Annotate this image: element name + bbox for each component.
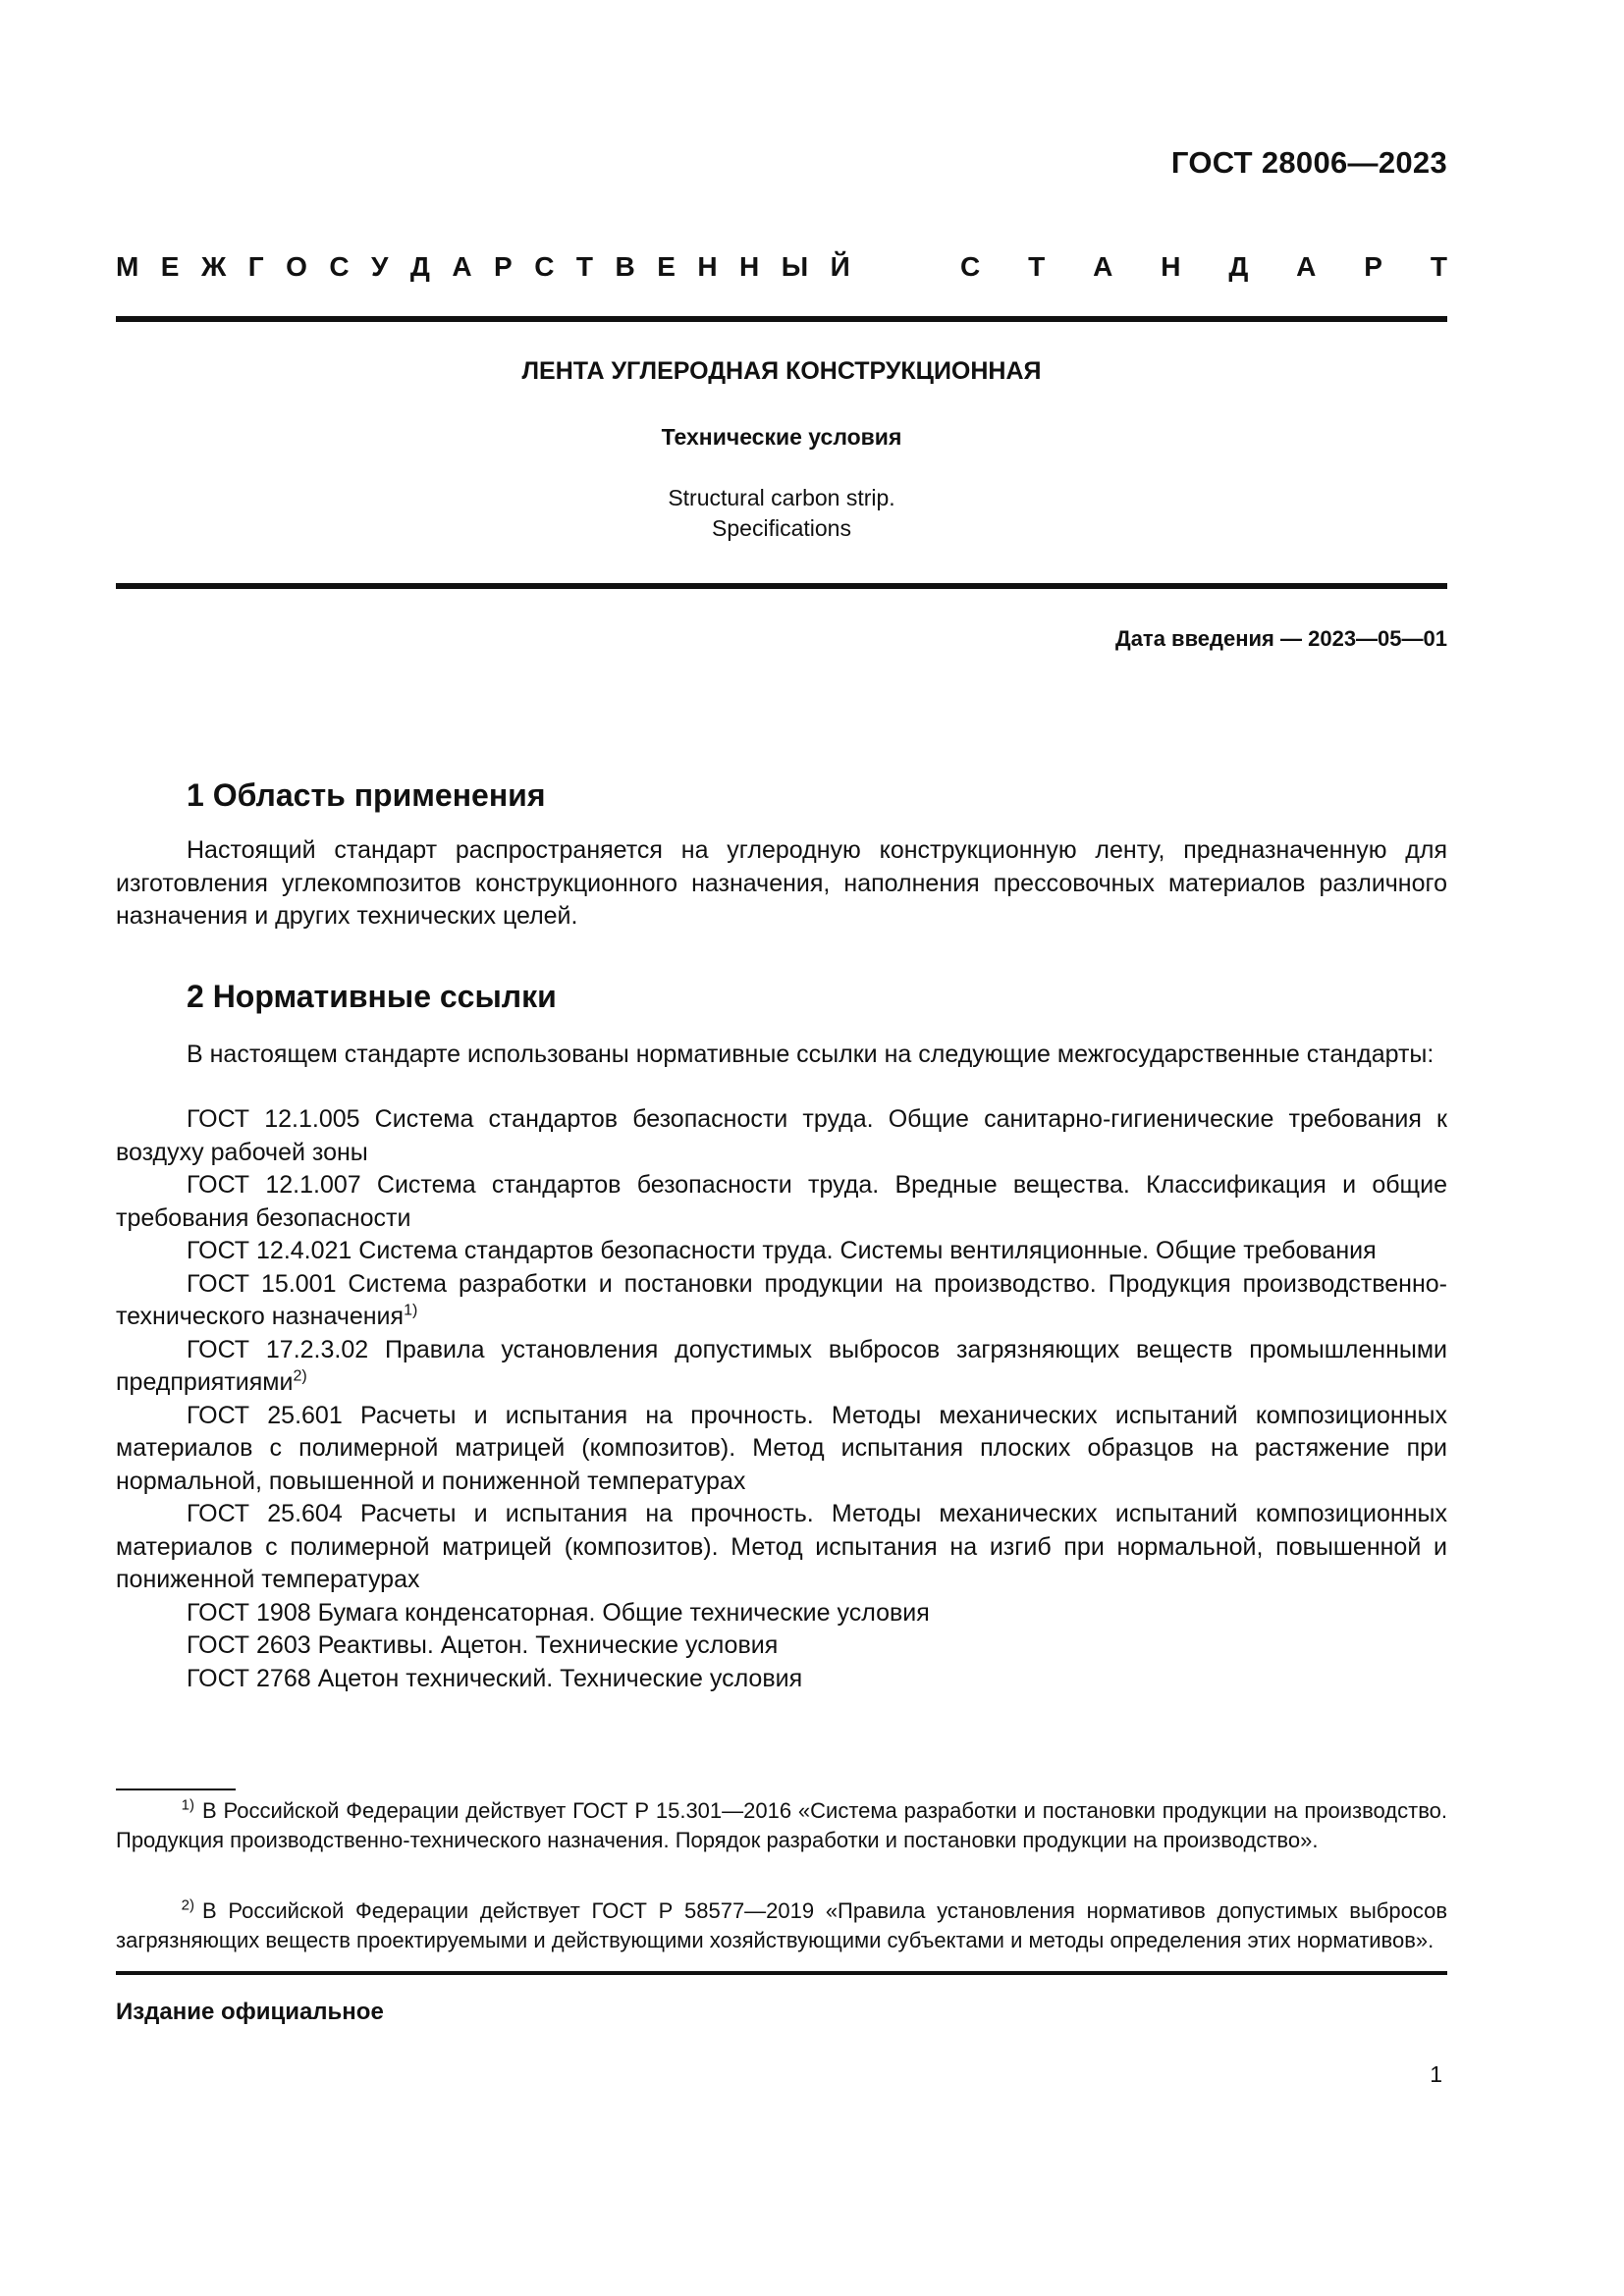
english-title bbox=[116, 483, 1447, 544]
footer-rule bbox=[116, 1971, 1447, 1975]
edition-label: Издание официальное bbox=[116, 1999, 384, 2025]
standard-type-banner bbox=[116, 251, 1447, 283]
banner-letter: Р bbox=[1364, 251, 1382, 282]
footnote-2-mark: 2) bbox=[181, 1896, 194, 1914]
section-2-heading: 2 Нормативные ссылки bbox=[187, 979, 557, 1014]
banner-letter: У bbox=[371, 251, 389, 282]
banner-letter: А bbox=[1093, 251, 1113, 282]
banner-letter: Й bbox=[830, 251, 850, 282]
section-2-intro bbox=[116, 1039, 1447, 1072]
document-title: ЛЕНТА УГЛЕРОДНАЯ КОНСТРУКЦИОННАЯ bbox=[521, 357, 1042, 385]
reference-item bbox=[116, 1235, 1447, 1268]
banner-letter: С bbox=[329, 251, 350, 282]
reference-item bbox=[116, 1268, 1447, 1334]
banner-letter: Е bbox=[160, 251, 180, 282]
english-title-line-2: Specifications bbox=[712, 515, 851, 541]
banner-letter: Ж bbox=[200, 251, 227, 282]
reference-text: ГОСТ 12.1.005 Система стандартов безопасности труда. Общие санитарно-гигиенические требования к воздуху рабочей зоны bbox=[116, 1105, 1447, 1166]
reference-footnote-mark: 2) bbox=[293, 1367, 307, 1385]
banner-letter: Р bbox=[494, 251, 513, 282]
banner-letter: А bbox=[1296, 251, 1317, 282]
banner-letter: Н bbox=[739, 251, 760, 282]
english-title-line-1: Structural carbon strip. bbox=[668, 485, 895, 510]
reference-item bbox=[116, 1663, 1447, 1696]
reference-item bbox=[116, 1400, 1447, 1499]
banner-letter: Т bbox=[1430, 251, 1447, 282]
document-subtitle: Технические условия bbox=[661, 424, 902, 450]
document-number: ГОСТ 28006—2023 bbox=[1170, 145, 1447, 180]
banner-letter: С bbox=[960, 251, 981, 282]
footnote-1-text: В Российской Федерации действует ГОСТ Р 15.301—2016 «Система разработки и постановки продукции на производство. Продукция производственно-технического назначения. Порядок разработки и постановки продукции на производство». bbox=[116, 1798, 1447, 1852]
reference-text: ГОСТ 17.2.3.02 Правила установления допустимых выбросов загрязняющих веществ промышленными предприятиями bbox=[116, 1335, 1447, 1396]
banner-letter: В bbox=[615, 251, 635, 282]
banner-letter: Д bbox=[409, 251, 430, 282]
footnote-2-text: В Российской Федерации действует ГОСТ Р 58577—2019 «Правила установления нормативов допустимых выбросов загрязняющих веществ проектируемыми и действующими хозяйствующими субъектами и методы определения этих нормативов». bbox=[116, 1898, 1447, 1952]
banner-letter: Е bbox=[657, 251, 676, 282]
banner-letter: Г bbox=[247, 251, 264, 282]
section-1-paragraph bbox=[116, 834, 1447, 934]
footnote-2 bbox=[116, 1896, 1447, 1955]
footnote-1 bbox=[116, 1796, 1447, 1855]
reference-text: ГОСТ 2603 Реактивы. Ацетон. Технические условия bbox=[187, 1631, 779, 1659]
footnote-1-mark: 1) bbox=[181, 1796, 194, 1814]
banner-letter: Н bbox=[1161, 251, 1181, 282]
reference-item bbox=[116, 1597, 1447, 1630]
footnote-separator bbox=[116, 1789, 236, 1790]
reference-footnote-mark: 1) bbox=[404, 1302, 418, 1319]
banner-letter: Т bbox=[1028, 251, 1046, 282]
reference-item bbox=[116, 1334, 1447, 1400]
normative-references-list bbox=[116, 1103, 1447, 1695]
banner-letter: Ы bbox=[781, 251, 809, 282]
banner-letter: Н bbox=[697, 251, 718, 282]
reference-item bbox=[116, 1169, 1447, 1235]
banner-letter: О bbox=[286, 251, 307, 282]
section-1-heading: 1 Область применения bbox=[187, 777, 546, 813]
reference-text: ГОСТ 25.601 Расчеты и испытания на прочность. Методы механических испытаний композиционных материалов с полимерной матрицей (композитов). Метод испытания плоских образцов на растяжение при нормальной, повышенной и пониженной температурах bbox=[116, 1401, 1447, 1495]
section-1-text: Настоящий стандарт распространяется на углеродную конструкционную ленту, предназначенную для изготовления углекомпозитов конструкционного назначения, наполнения прессовочных материалов различного назначения и других технических целей. bbox=[116, 836, 1447, 930]
introduction-date: Дата введения — 2023—05—01 bbox=[1115, 626, 1447, 651]
banner-letter: М bbox=[116, 251, 139, 282]
banner-letter: А bbox=[452, 251, 472, 282]
standard-type-word-1 bbox=[116, 251, 850, 283]
reference-text: ГОСТ 1908 Бумага конденсаторная. Общие технические условия bbox=[187, 1598, 930, 1627]
banner-letter: Т bbox=[575, 251, 594, 282]
reference-text: ГОСТ 25.604 Расчеты и испытания на прочность. Методы механических испытаний композиционных материалов с полимерной матрицей (композитов). Метод испытания на изгиб при нормальной, повышенной и пониженной температурах bbox=[116, 1500, 1447, 1593]
reference-text: ГОСТ 2768 Ацетон технический. Технические условия bbox=[187, 1664, 803, 1692]
reference-item bbox=[116, 1629, 1447, 1663]
banner-letter: Д bbox=[1228, 251, 1249, 282]
header-rule bbox=[116, 316, 1447, 322]
reference-text: ГОСТ 15.001 Система разработки и постановки продукции на производство. Продукция производственно-технического назначения bbox=[116, 1269, 1447, 1330]
reference-text: ГОСТ 12.4.021 Система стандартов безопасности труда. Системы вентиляционные. Общие требования bbox=[187, 1237, 1377, 1264]
reference-item bbox=[116, 1103, 1447, 1169]
reference-item bbox=[116, 1498, 1447, 1597]
title-rule bbox=[116, 583, 1447, 589]
page-number: 1 bbox=[1430, 2061, 1442, 2087]
section-2-intro-text: В настоящем стандарте использованы нормативные ссылки на следующие межгосударственные стандарты: bbox=[187, 1041, 1435, 1068]
reference-text: ГОСТ 12.1.007 Система стандартов безопасности труда. Вредные вещества. Классификация и общие требования безопасности bbox=[116, 1171, 1447, 1232]
banner-letter: С bbox=[534, 251, 555, 282]
standard-type-word-2 bbox=[960, 251, 1447, 283]
